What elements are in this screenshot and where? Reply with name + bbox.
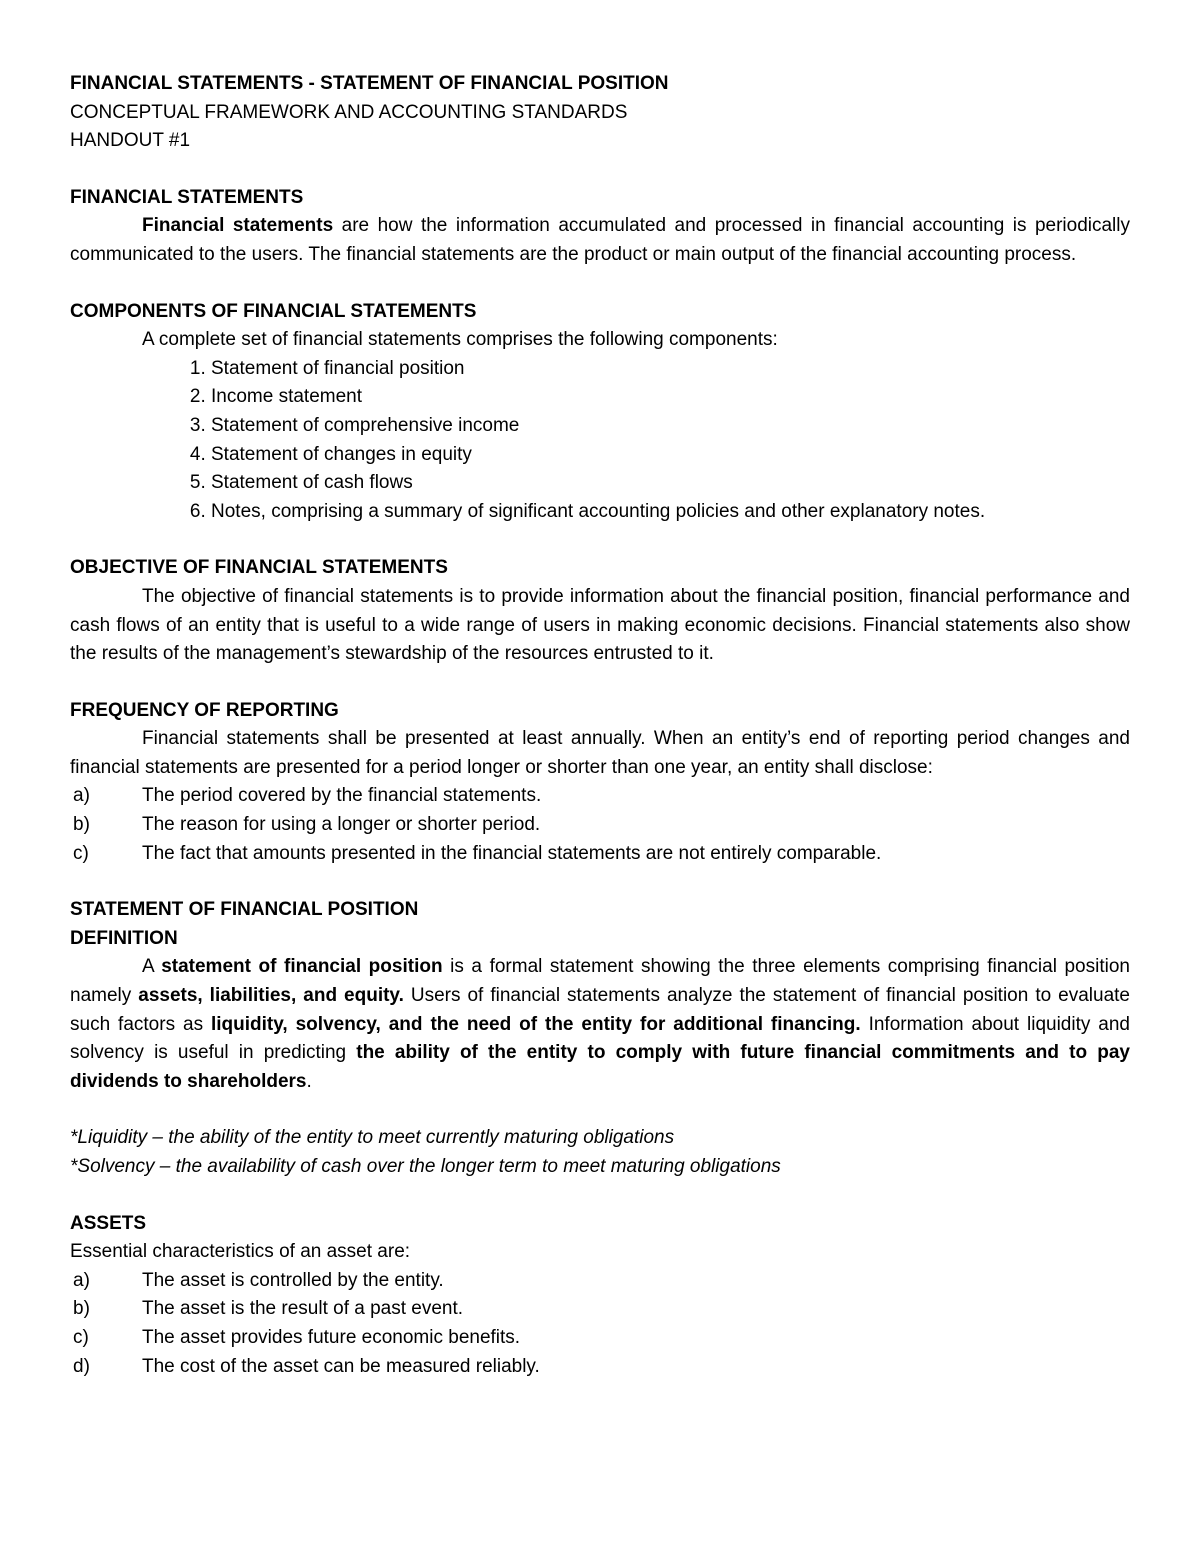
handout-number: HANDOUT #1 bbox=[70, 130, 191, 152]
section-assets bbox=[70, 1210, 1130, 1382]
bold-term: statement of financial position bbox=[161, 956, 443, 978]
document-subtitle: CONCEPTUAL FRAMEWORK AND ACCOUNTING STANDARDS bbox=[70, 101, 628, 123]
components-list bbox=[70, 355, 1130, 527]
section-paragraph bbox=[70, 212, 1130, 269]
list-item bbox=[70, 1324, 1130, 1353]
list-marker: a) bbox=[73, 785, 90, 807]
disclosure-list bbox=[70, 782, 1130, 868]
definition-paragraph bbox=[70, 953, 1130, 1096]
bold-term: liquidity, solvency, and the need of the entity for additional financing. bbox=[211, 1013, 861, 1035]
list-item bbox=[70, 811, 1130, 840]
section-paragraph: The objective of financial statements is to provide information about the financial position, financial performance and cash flows of an entity that is useful to a wide range of users in making economic decisions. Financial statements also show the results of the management’s stewardship of the resources entrusted to it. bbox=[70, 585, 1130, 665]
section-heading: FINANCIAL STATEMENTS bbox=[70, 186, 304, 208]
section-heading: COMPONENTS OF FINANCIAL STATEMENTS bbox=[70, 300, 477, 322]
list-marker: c) bbox=[73, 842, 89, 864]
asset-characteristics-list bbox=[70, 1267, 1130, 1381]
section-subheading: DEFINITION bbox=[70, 927, 178, 949]
assets-intro: Essential characteristics of an asset are: bbox=[70, 1241, 411, 1263]
list-marker: b) bbox=[73, 1298, 90, 1320]
list-item: 5. Statement of cash flows bbox=[211, 469, 1130, 498]
list-item: 2. Income statement bbox=[211, 383, 1130, 412]
document-title: FINANCIAL STATEMENTS - STATEMENT OF FINANCIAL POSITION bbox=[70, 73, 669, 94]
list-item bbox=[70, 782, 1130, 811]
list-item: 1. Statement of financial position bbox=[211, 355, 1130, 384]
section-heading: STATEMENT OF FINANCIAL POSITION bbox=[70, 899, 419, 921]
section-heading: OBJECTIVE OF FINANCIAL STATEMENTS bbox=[70, 557, 448, 579]
paragraph-text: Information about liquidity and solvency is useful in predicting bbox=[70, 1013, 1130, 1064]
list-item-text: The asset is the result of a past event. bbox=[142, 1298, 464, 1320]
list-marker: a) bbox=[73, 1269, 90, 1291]
handout-page bbox=[70, 70, 1130, 1381]
paragraph-text: Users of financial statements analyze the statement of financial position to evaluate such factors as bbox=[70, 985, 1130, 1035]
bold-term: assets, liabilities, and equity. bbox=[138, 985, 404, 1007]
section-paragraph: Financial statements shall be presented at least annually. When an entity’s end of reporting period changes and financial statements are presented for a period longer or shorter than one year, an entity shall disclose: bbox=[70, 728, 1130, 778]
paragraph-text: . bbox=[306, 1070, 312, 1092]
section-heading: FREQUENCY OF REPORTING bbox=[70, 699, 339, 721]
note-liquidity: *Liquidity – the ability of the entity to meet currently maturing obligations bbox=[70, 1127, 675, 1149]
list-item: 3. Statement of comprehensive income bbox=[211, 412, 1130, 441]
paragraph-text: is a formal statement showing the three elements comprising financial position namely bbox=[70, 956, 1130, 1007]
section-financial-statements bbox=[70, 184, 1130, 270]
term-financial-statements: Financial statements bbox=[142, 215, 334, 237]
section-objective bbox=[70, 554, 1130, 668]
list-item: 6. Notes, comprising a summary of significant accounting policies and other explanatory notes. bbox=[211, 498, 1130, 527]
list-item-text: The period covered by the financial statements. bbox=[142, 785, 542, 807]
list-marker: d) bbox=[73, 1355, 90, 1377]
list-item-text: The asset is controlled by the entity. bbox=[142, 1269, 444, 1291]
list-item-text: The fact that amounts presented in the financial statements are not entirely comparable. bbox=[142, 842, 882, 864]
list-marker: c) bbox=[73, 1326, 89, 1348]
paragraph-text: are how the information accumulated and processed in financial accounting is periodically communicated to the users. The financial statements are the product or main output of the financial accounting process. bbox=[70, 215, 1131, 265]
paragraph-text: A bbox=[142, 956, 162, 978]
list-item bbox=[70, 1267, 1130, 1296]
section-heading: ASSETS bbox=[70, 1212, 147, 1234]
list-marker: b) bbox=[73, 814, 90, 836]
list-item bbox=[70, 1295, 1130, 1324]
bold-term: the ability of the entity to comply with future financial commitments and to pay dividends to shareholders bbox=[70, 1042, 1130, 1092]
list-item-text: The cost of the asset can be measured reliably. bbox=[142, 1355, 540, 1377]
list-item-text: The reason for using a longer or shorter period. bbox=[142, 814, 541, 836]
list-item bbox=[70, 840, 1130, 869]
section-components bbox=[70, 298, 1130, 527]
note-solvency: *Solvency – the availability of cash over the longer term to meet maturing obligations bbox=[70, 1156, 781, 1177]
section-frequency bbox=[70, 697, 1130, 869]
list-item: 4. Statement of changes in equity bbox=[211, 441, 1130, 470]
list-item bbox=[70, 1353, 1130, 1382]
components-intro: A complete set of financial statements comprises the following components: bbox=[142, 329, 778, 351]
list-item-text: The asset provides future economic benefits. bbox=[142, 1326, 521, 1348]
section-statement-of-financial-position bbox=[70, 896, 1130, 1181]
